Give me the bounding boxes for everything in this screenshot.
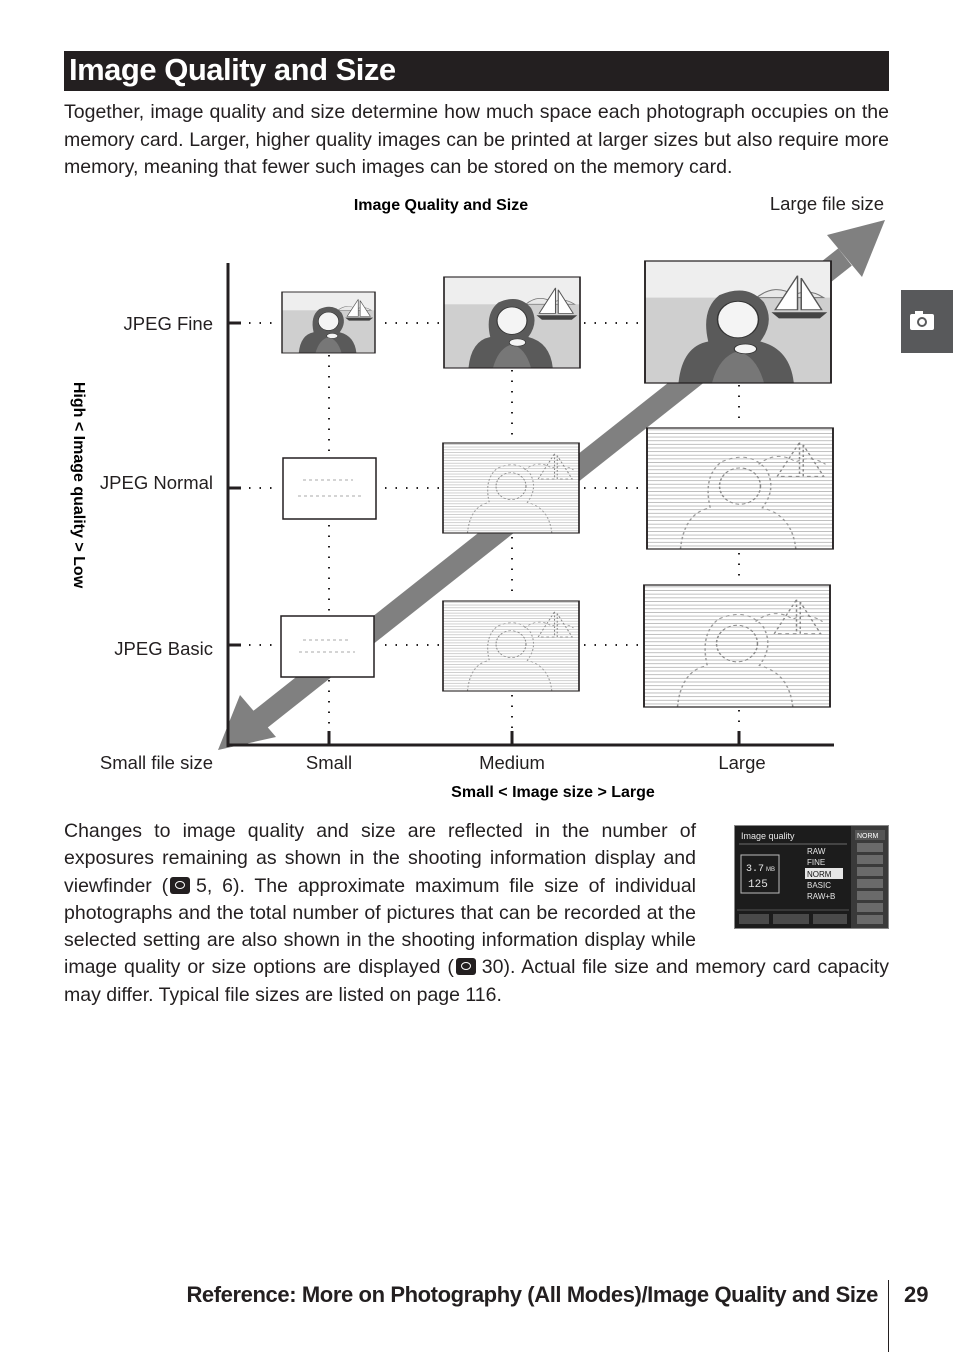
screen-option-raw-b: RAW+B [807,892,836,901]
thumb-fine-large [645,261,831,383]
screen-badge: NORM [857,833,879,840]
page-title: Image Quality and Size [69,52,396,87]
screen-file-size: 3.7 [746,864,765,875]
footer-divider [888,1280,889,1352]
screen-option-norm: NORM [807,870,832,879]
body-ref-2: 30). [481,956,516,979]
col-label-large: Large [718,752,766,773]
diagram-title: Image Quality and Size [353,197,529,214]
thumb-basic-large [644,585,830,707]
screen-count: 125 [748,879,768,891]
body-text-end: Actual file size and memory card capacity may differ. Typical file sizes are listed on page 116. [64,956,889,1006]
row-label-basic: JPEG Basic [114,638,213,659]
body-text-mid: The approximate maximum file size of individual photographs and the total number of pictures that can be recorded at the selected setting are also shown in the shooting information display while image quality or size options are displayed ( [64,874,696,979]
col-label-small: Small [305,752,353,773]
thumb-normal-medium [443,443,579,533]
thumb-fine-medium [444,277,580,368]
col-label-medium: Medium [479,752,545,773]
screen-option-fine: FINE [807,858,826,867]
quality-axis-label: High < Image quality > Low [70,381,87,589]
row-label-normal: JPEG Normal [99,472,213,493]
page-number: 29 [904,1282,929,1307]
thumb-normal-large [647,428,833,549]
large-file-size-label: Large file size [769,193,884,214]
small-file-size-label: Small file size [99,752,213,773]
size-axis-label: Small < Image size > Large [451,784,655,801]
body-paragraph [64,818,889,1009]
thumb-basic-medium [443,601,579,691]
title-bar [64,51,889,91]
body-text-start: Changes to image quality and size are reflected in the number of exposures remaining as shown in the shooting information display and viewfinder ( [64,820,696,897]
screen-option-raw: RAW [807,847,826,856]
row-label-fine: JPEG Fine [123,313,213,334]
thumb-basic-small [281,616,374,677]
screen-heading: Image quality [741,831,795,841]
thumb-fine-small [282,292,375,353]
screen-file-size-unit: MB [766,867,775,873]
quality-size-diagram [0,185,954,815]
info-display-screenshot [734,825,889,929]
reference-icon [170,877,190,894]
reference-icon [456,958,476,975]
thumb-normal-small [283,458,376,519]
screen-option-basic: BASIC [807,881,832,890]
intro-paragraph: Together, image quality and size determine how much space each photograph occupies on the memory card. Larger, higher quality images can be printed at larger sizes but also require more memory, meaning that fewer such images can be stored on the memory card. [64,101,889,178]
body-ref-1: 5, 6). [196,874,245,897]
footer-breadcrumb: Reference: More on Photography (All Modes)/Image Quality and Size [186,1282,878,1307]
